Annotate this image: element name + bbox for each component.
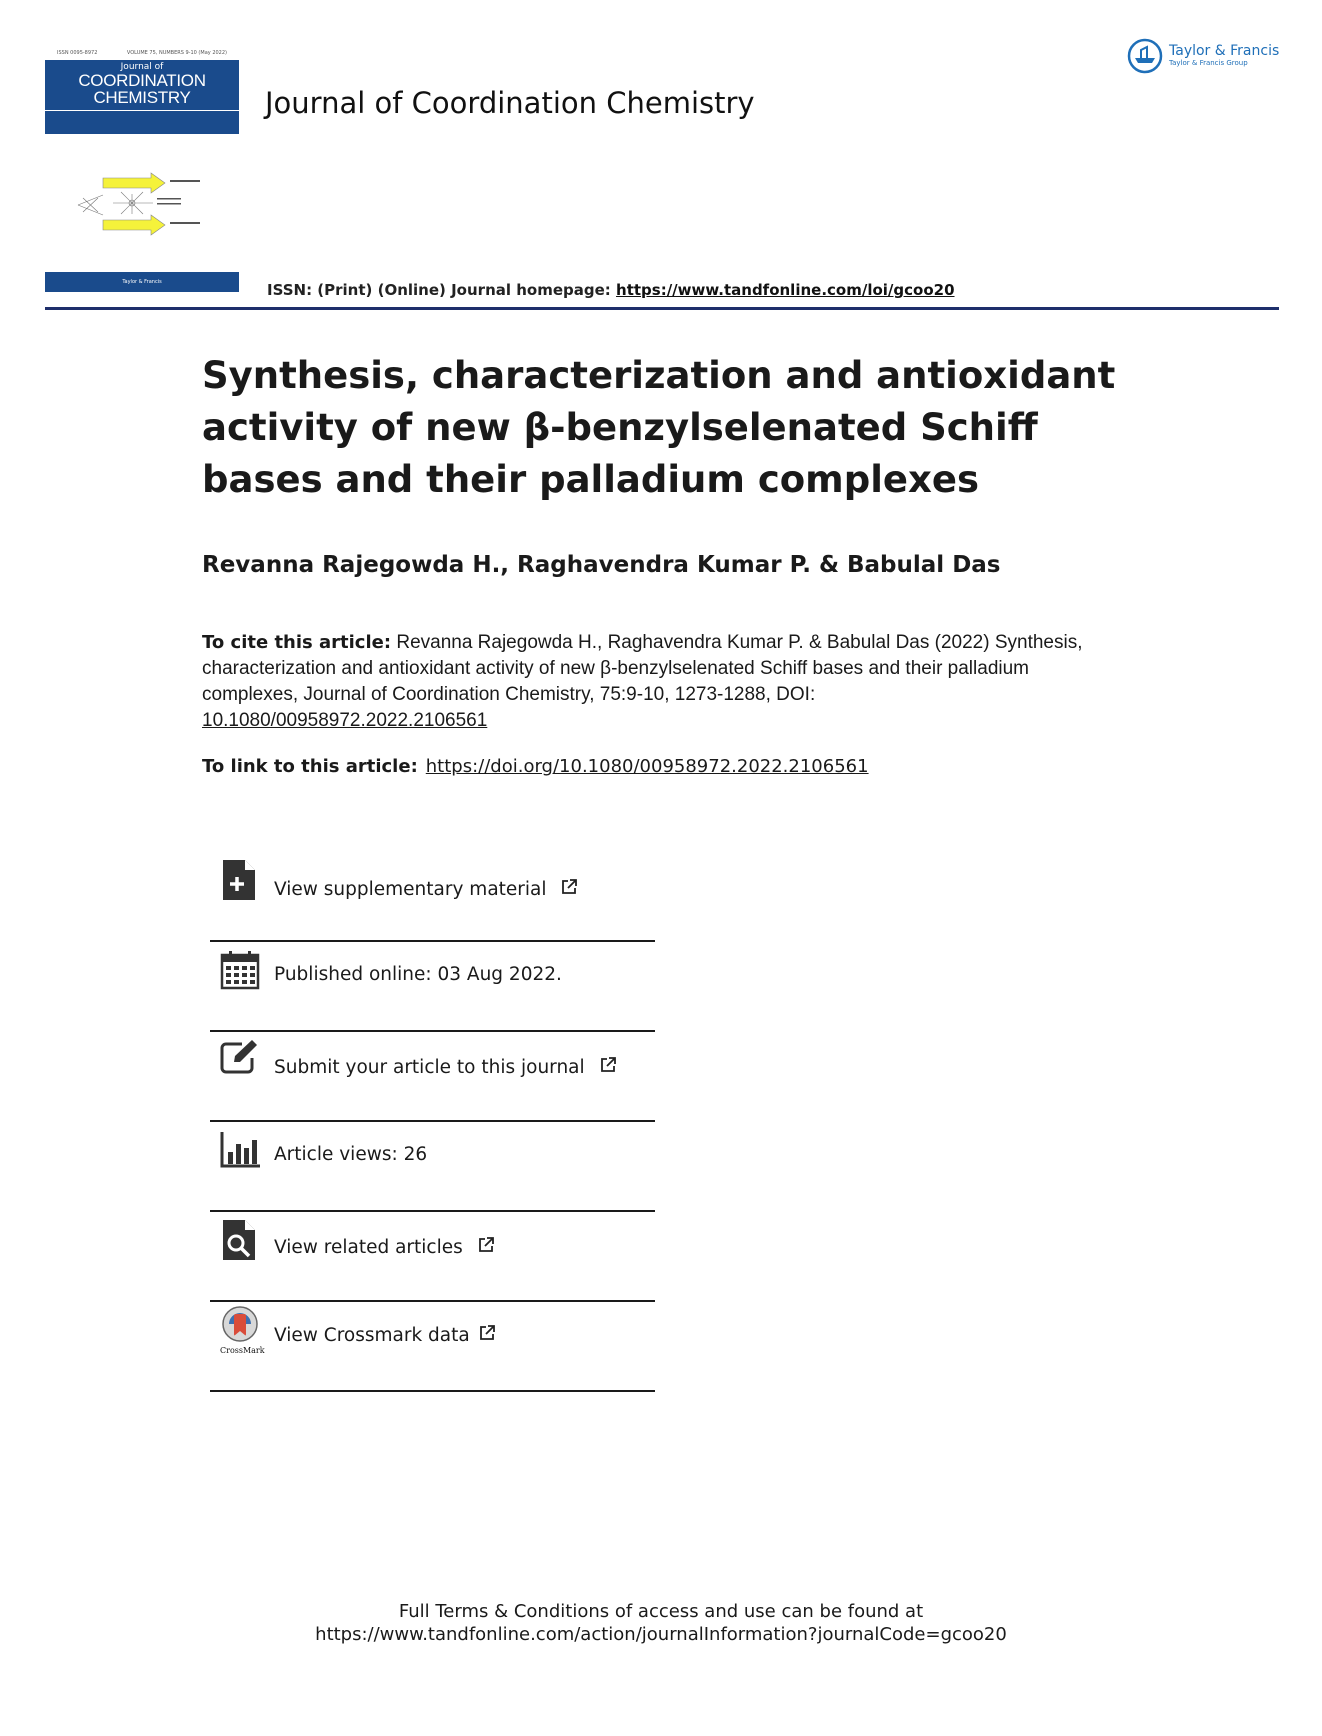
external-link-icon [477, 1236, 495, 1254]
cite-doi-link[interactable]: 10.1080/00958972.2022.2106561 [202, 710, 488, 731]
article-authors: Revanna Rajegowda H., Raghavendra Kumar P. & Babulal Das [202, 552, 1001, 578]
terms-footer [0, 1600, 1322, 1646]
submit-article-item[interactable] [210, 1032, 655, 1122]
journal-title: Journal of Coordination Chemistry [265, 86, 755, 120]
publisher-group: Taylor & Francis Group [1169, 59, 1248, 67]
edit-icon [220, 1038, 260, 1078]
external-link-icon [478, 1324, 496, 1342]
taylor-francis-logo-icon [1127, 38, 1163, 74]
article-link-line [202, 756, 869, 777]
crossmark-item[interactable] [210, 1302, 655, 1392]
related-articles-label: View related articles [274, 1237, 463, 1258]
issn-line [267, 281, 955, 299]
crossmark-logo-text: CrossMark [220, 1346, 265, 1355]
article-doi-link[interactable]: https://doi.org/10.1080/00958972.2022.2106561 [425, 756, 869, 777]
related-articles-item[interactable] [210, 1212, 655, 1302]
supplementary-item[interactable] [210, 852, 655, 942]
cover-volume: VOLUME 75, NUMBERS 9-10 (May 2022) [126, 50, 227, 56]
cover-issn: ISSN 0095-8972 [57, 50, 98, 56]
article-title: Synthesis, characterization and antioxidant activity of new β-benzylselenated Schiff bases and their palladium complexes [202, 354, 1116, 501]
issn-text: ISSN: (Print) (Online) Journal homepage: [267, 281, 617, 299]
cover-publisher-band [45, 272, 239, 292]
journal-homepage-link[interactable]: https://www.tandfonline.com/loi/gcoo20 [616, 281, 955, 299]
footer-terms-link[interactable]: https://www.tandfonline.com/action/journalInformation?journalCode=gcoo20 [315, 1624, 1007, 1645]
submit-article-label: Submit your article to this journal [274, 1057, 585, 1078]
supplementary-label: View supplementary material [274, 879, 547, 900]
journal-cover-thumbnail [45, 50, 239, 293]
cover-publisher: Taylor & Francis [122, 279, 162, 285]
cite-label: To cite this article: [202, 632, 392, 653]
cite-text: Revanna Rajegowda H., Raghavendra Kumar P. & Babulal Das (2022) Synthesis, characterization and antioxidant activity of new β-benzylselenated Schiff bases and their palladium complexes, Journal of Coordination Chemistry, 75:9-10, 1273-1288, DOI: [202, 632, 1083, 705]
link-label: To link to this article: [202, 756, 418, 777]
publisher-logo[interactable] [1127, 38, 1279, 74]
cover-editor-band [45, 111, 239, 134]
crossmark-label: View Crossmark data [274, 1325, 470, 1346]
cover-title-band [45, 60, 239, 110]
article-views-label: Article views: 26 [274, 1144, 428, 1165]
calendar-icon [220, 950, 260, 990]
publisher-name: Taylor & Francis [1169, 43, 1280, 59]
cover-journal-line2: COORDINATION [78, 71, 206, 90]
file-plus-icon [220, 860, 260, 900]
cover-journal-line1: Journal of [120, 62, 164, 72]
citation-block [202, 630, 1102, 734]
cover-journal-line3: CHEMISTRY [93, 88, 191, 107]
cover-scheme-graphic [73, 170, 213, 238]
published-online-label: Published online: 03 Aug 2022. [274, 964, 562, 985]
header-rule [45, 307, 1279, 310]
external-link-icon [599, 1056, 617, 1074]
article-views-item [210, 1122, 655, 1212]
bar-chart-icon [220, 1130, 260, 1170]
published-online-item [210, 942, 655, 1032]
crossmark-logo-icon [220, 1306, 265, 1356]
file-search-icon [220, 1220, 260, 1260]
cover-topline [57, 50, 227, 56]
footer-line1: Full Terms & Conditions of access and use can be found at [398, 1601, 924, 1622]
external-link-icon [560, 878, 578, 896]
crossmark-badge-icon [220, 1306, 260, 1344]
